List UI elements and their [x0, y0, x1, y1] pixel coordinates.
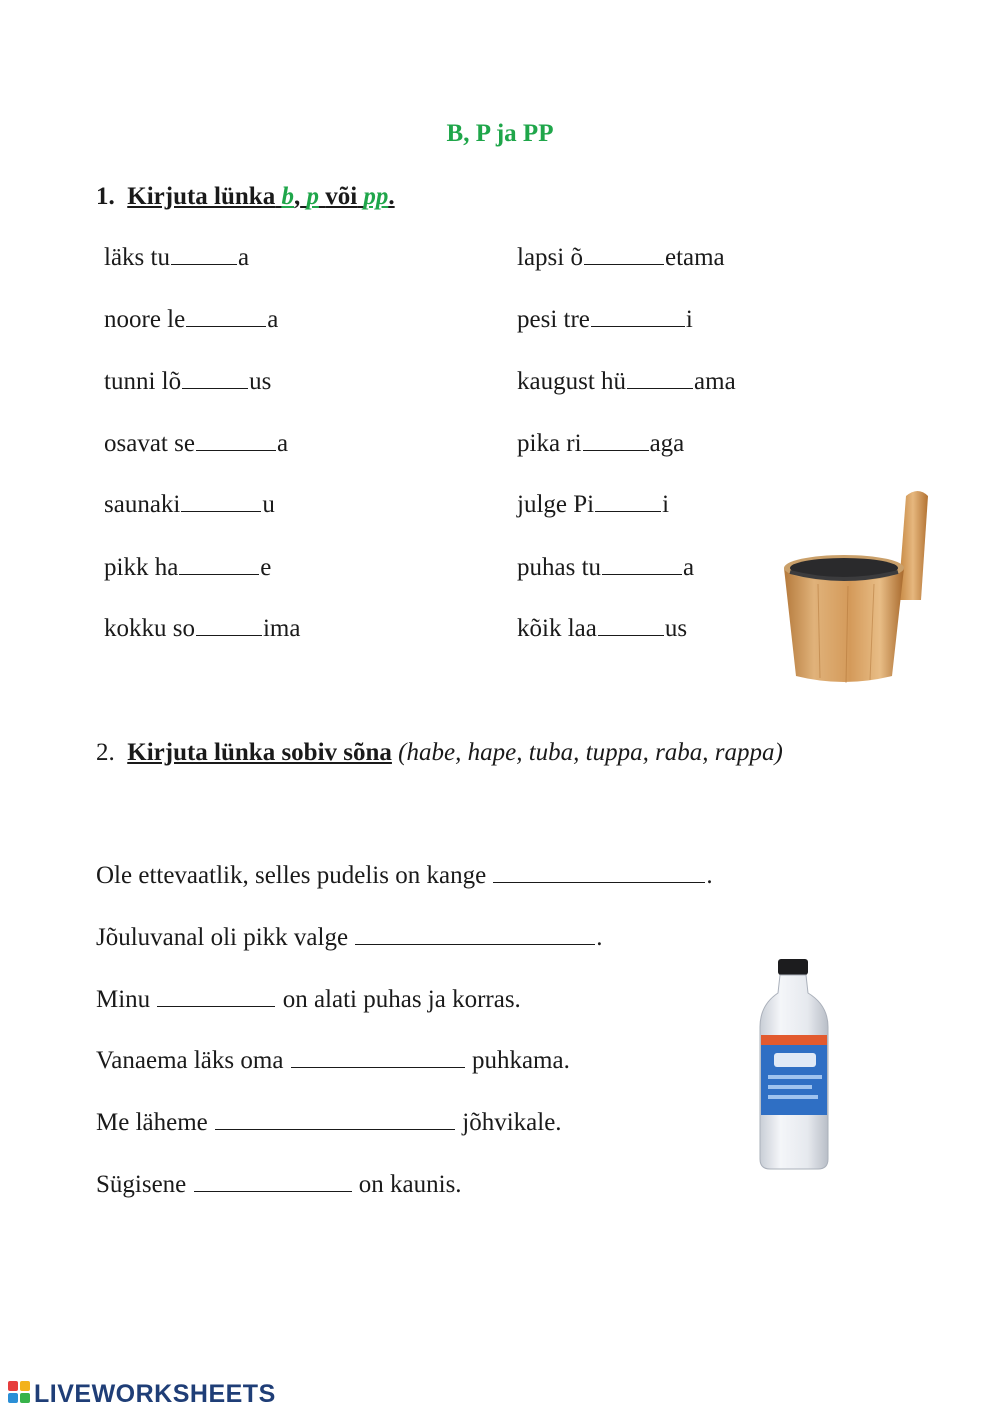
fill-blank[interactable]	[194, 1190, 352, 1192]
task1-right-item-2: pesi tre i	[517, 306, 693, 333]
task1-left-item-4: osavat se a	[104, 430, 289, 457]
fill-blank[interactable]	[595, 510, 661, 512]
task1-right-item-1: lapsi õ etama	[517, 244, 725, 271]
footer-brand[interactable]	[8, 1380, 276, 1409]
task1-left-item-3: tunni lõ us	[104, 368, 272, 395]
page-title: B, P ja PP	[446, 120, 554, 147]
task2-sentence-5: Me läheme jõhvikale.	[96, 1109, 562, 1136]
task2-number: 2.	[96, 739, 115, 766]
task1-right-item-4: pika ri aga	[517, 430, 685, 457]
sauna-bucket-icon	[778, 488, 933, 688]
fill-blank[interactable]	[179, 573, 259, 575]
liveworksheets-logo-icon	[8, 1381, 32, 1405]
task1-number: 1.	[96, 183, 115, 210]
task1-left-item-2: noore le a	[104, 306, 279, 333]
fill-blank[interactable]	[627, 387, 693, 389]
fill-blank[interactable]	[181, 510, 261, 512]
fill-blank[interactable]	[196, 634, 262, 636]
fill-blank[interactable]	[157, 1005, 275, 1007]
fill-blank[interactable]	[291, 1066, 465, 1068]
fill-blank[interactable]	[583, 449, 649, 451]
task2-sentence-1: Ole ettevaatlik, selles pudelis on kange .	[96, 862, 713, 889]
task1-right-item-5: julge Pi i	[517, 491, 670, 518]
fill-blank[interactable]	[182, 387, 248, 389]
task1-right-item-7: kõik laa us	[517, 615, 688, 642]
footer-brand-text: LIVEWORKSHEETS	[34, 1380, 276, 1408]
fill-blank[interactable]	[186, 325, 266, 327]
task1-heading-text: Kirjuta lünka b, p või pp.	[127, 183, 395, 210]
task1-left-item-5: saunaki u	[104, 491, 275, 518]
fill-blank[interactable]	[591, 325, 685, 327]
task1-right-item-6: puhas tu a	[517, 554, 695, 581]
task1-left-item-6: pikk ha e	[104, 554, 272, 581]
task2-sentence-2: Jõuluvanal oli pikk valge .	[96, 924, 603, 951]
fill-blank[interactable]	[355, 943, 595, 945]
task2-sentence-4: Vanaema läks oma puhkama.	[96, 1047, 570, 1074]
task2-word-list: (habe, hape, tuba, tuppa, raba, rappa)	[398, 739, 783, 766]
task1-right-item-3: kaugust hü ama	[517, 368, 736, 395]
task2-heading-text: Kirjuta lünka sobiv sõna	[127, 739, 392, 766]
task1-left-item-1: läks tu a	[104, 244, 250, 271]
fill-blank[interactable]	[215, 1128, 455, 1130]
fill-blank[interactable]	[602, 573, 682, 575]
acid-bottle-icon	[756, 955, 834, 1173]
fill-blank[interactable]	[598, 634, 664, 636]
fill-blank[interactable]	[171, 263, 237, 265]
task1-heading	[96, 183, 395, 211]
task2-sentence-3: Minu on alati puhas ja korras.	[96, 986, 521, 1013]
fill-blank[interactable]	[493, 881, 705, 883]
task1-left-item-7: kokku so ima	[104, 615, 301, 642]
task2-sentence-6: Sügisene on kaunis.	[96, 1171, 462, 1198]
task2-heading	[96, 739, 783, 767]
fill-blank[interactable]	[584, 263, 664, 265]
fill-blank[interactable]	[196, 449, 276, 451]
